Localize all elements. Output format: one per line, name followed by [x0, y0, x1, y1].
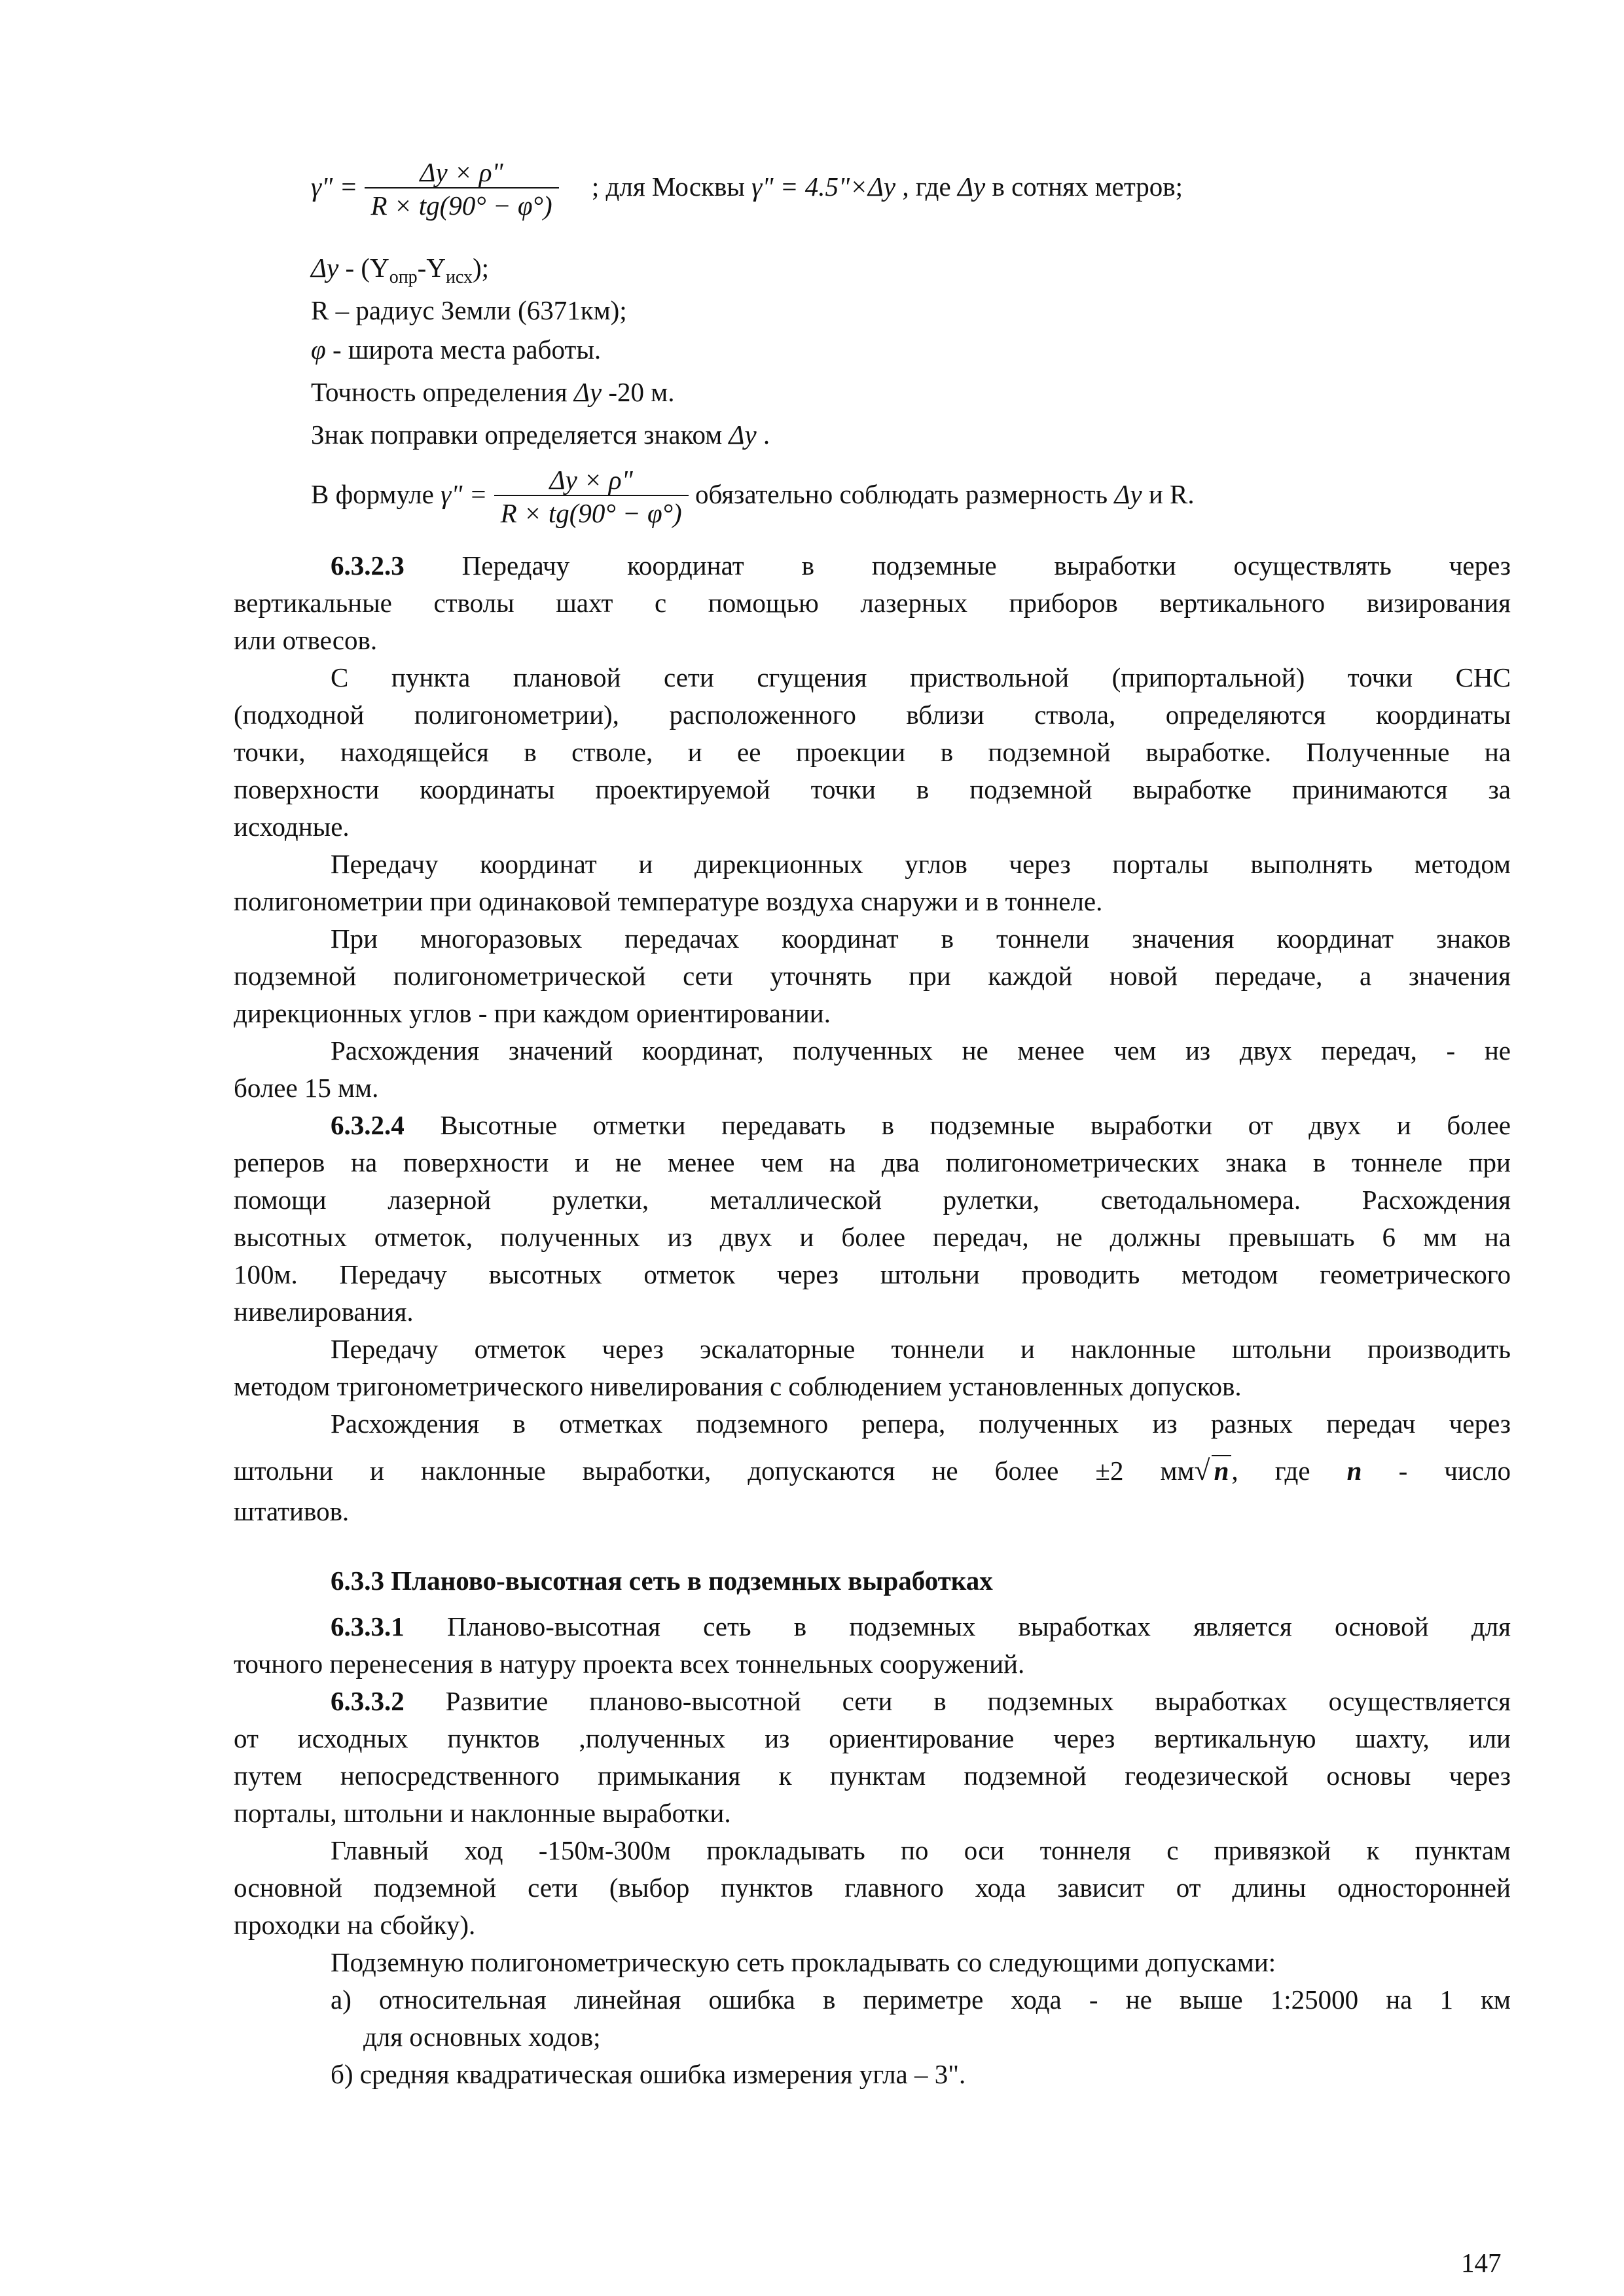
- section-6-3-2-4-line5: 100м. Передачу высотных отметок через штольни проводить методом геометрического: [234, 1259, 1511, 1289]
- moscow-label: ; для Москвы: [591, 171, 745, 202]
- def-text: Точность определения: [311, 377, 568, 407]
- delta-y-symbol: Δy: [573, 377, 602, 407]
- sqrt-symbol: √: [1194, 1454, 1210, 1486]
- section-6-3-3-2-line1: [331, 1682, 1511, 1720]
- formula-fraction: [494, 465, 689, 530]
- para-main-line2: основной подземной сети (выбор пунктов главного хода зависит от длины односторонней: [234, 1873, 1511, 1903]
- formula-fraction: [365, 157, 559, 223]
- para-cpunkt-line3: точки, находящейся в стволе, и ее проекции в подземной выработке. Полученные на: [234, 737, 1511, 767]
- list-item-a-line1: а) относительная линейная ошибка в периметре хода - не выше 1:25000 на 1 км: [331, 1984, 1511, 2015]
- def-text: - широта места работы.: [332, 334, 602, 365]
- section-6-3-3-2-line4: порталы, штольни и наклонные выработки.: [234, 1798, 731, 1828]
- section-6-3-2-4-line1: [331, 1106, 1511, 1144]
- para-cpunkt-line4: поверхности координаты проектируемой точки в подземной выработке принимаются за: [234, 774, 1511, 804]
- formula-prefix: В формуле: [311, 479, 434, 509]
- section-6-3-2-4-line6: нивелирования.: [234, 1297, 414, 1327]
- para-cpunkt-line5: исходные.: [234, 812, 350, 842]
- para-main-line1: Главный ход -150м-300м прокладывать по оси тоннеля с привязкой к пунктам: [331, 1835, 1511, 1865]
- def-sign: [311, 416, 770, 454]
- section-6-3-2-4-line2: реперов на поверхности и не менее чем на два полигонометрических знака в тоннеле при: [234, 1147, 1511, 1177]
- delta-y-symbol: Δy: [311, 253, 339, 283]
- formula-suffix: обязательно соблюдать размерность: [695, 479, 1108, 509]
- para-multi-line2: подземной полигонометрической сети уточнять при каждой новой передаче, а значения: [234, 961, 1511, 991]
- para-text: - число: [1398, 1456, 1511, 1486]
- def-text: - (Y: [345, 253, 389, 283]
- para-portal-line1: Передачу координат и дирекционных углов через порталы выполнять методом: [331, 849, 1511, 879]
- para-repers-line1: Расхождения в отметках подземного репера, полученных из разных передач через: [331, 1408, 1511, 1439]
- def-text: Знак поправки определяется знаком: [311, 420, 723, 450]
- formula-suffix: и R.: [1148, 479, 1195, 509]
- delta-y-symbol: Δy: [957, 171, 986, 202]
- section-number: 6.3.3.1: [331, 1611, 405, 1641]
- para-text: Развитие планово-высотной сети в подземных выработках осуществляется: [445, 1686, 1511, 1716]
- para-text: Планово-высотная сеть в подземных выработках является основой для: [446, 1611, 1511, 1641]
- section-6-3-3-1-line1: [331, 1607, 1511, 1645]
- formula-numerator: Δy × ρ": [420, 156, 503, 187]
- n-symbol: n: [1346, 1456, 1362, 1486]
- def-text: );: [472, 253, 490, 283]
- section-6-3-2-3-line1: [331, 547, 1511, 584]
- para-cpunkt-line2: (подходной полигонометрии), расположенного вблизи ствола, определяются координаты: [234, 700, 1511, 730]
- def-phi: [311, 331, 601, 368]
- para-escal-line2: методом тригонометрического нивелирования с соблюдением установленных допусков.: [234, 1371, 1242, 1401]
- list-item-b: б) средняя квадратическая ошибка измерения угла – 3".: [331, 2059, 966, 2089]
- def-text: .: [763, 420, 770, 450]
- subscript-isx: исх: [445, 267, 473, 288]
- n-symbol: n: [1212, 1455, 1232, 1485]
- section-number: 6.3.2.4: [331, 1110, 405, 1140]
- section-6-3-2-3-line2: вертикальные стволы шахт с помощью лазерных приборов вертикального визирования: [234, 588, 1511, 618]
- para-diverg-line2: более 15 мм.: [234, 1073, 379, 1103]
- formula-dimension-note: [311, 458, 1195, 530]
- para-multi-line1: При многоразовых передачах координат в тоннели значения координат знаков: [331, 924, 1511, 954]
- para-cpunkt-line1: С пункта плановой сети сгущения приствольной (припортальной) точки СНС: [331, 662, 1511, 692]
- def-accuracy: [311, 373, 674, 411]
- formula-lhs: γ" =: [311, 171, 358, 202]
- section-6-3-2-4-line3: помощи лазерной рулетки, металлической рулетки, светодальномера. Расхождения: [234, 1185, 1511, 1215]
- para-escal-line1: Передачу отметок через эскалаторные тоннели и наклонные штольни производить: [331, 1334, 1511, 1364]
- para-multi-line3: дирекционных углов - при каждом ориентировании.: [234, 998, 831, 1028]
- formula-tail: , где: [902, 171, 951, 202]
- para-text: Высотные отметки передавать в подземные выработки от двух и более: [440, 1110, 1511, 1140]
- formula-numerator: Δy × ρ": [549, 464, 633, 495]
- para-portal-line2: полигонометрии при одинаковой температуре воздуха снаружи и в тоннеле.: [234, 886, 1103, 916]
- section-number: 6.3.3.2: [331, 1686, 405, 1716]
- para-text: , где: [1231, 1456, 1310, 1486]
- para-tolerance-intro: Подземную полигонометрическую сеть прокладывать со следующими допусками:: [331, 1947, 1276, 1977]
- para-text: штольни и наклонные выработки, допускаются не более ±2 мм: [234, 1456, 1195, 1486]
- para-repers-line2: [234, 1452, 1511, 1490]
- section-6-3-2-3-line3: или отвесов.: [234, 625, 378, 655]
- moscow-equation: γ" = 4.5"×Δy: [751, 171, 896, 202]
- def-radius: R – радиус Земли (6371км);: [311, 295, 627, 325]
- section-6-3-2-4-line4: высотных отметок, полученных из двух и более передач, не должны превышать 6 мм на: [234, 1222, 1511, 1252]
- para-text: Передачу координат в подземные выработки осуществлять через: [461, 550, 1511, 581]
- def-delta-y: [311, 249, 489, 296]
- formula-denominator: R × tg(90° − φ°): [365, 187, 559, 223]
- para-main-line3: проходки на сбойку).: [234, 1910, 476, 1940]
- delta-y-symbol: Δy: [1114, 479, 1142, 509]
- def-text: -Y: [417, 253, 446, 283]
- formula-tail-units: в сотнях метров;: [992, 171, 1183, 202]
- subscript-opr: опр: [389, 267, 418, 288]
- list-item-a-line2: для основных ходов;: [363, 2022, 601, 2052]
- formula-gamma-moscow: [311, 151, 1183, 223]
- formula-denominator: R × tg(90° − φ°): [494, 495, 689, 530]
- def-text: -20 м.: [608, 377, 675, 407]
- section-6-3-3-1-line2: точного перенесения в натуру проекта всех тоннельных сооружений.: [234, 1649, 1025, 1679]
- formula-lhs: γ" =: [441, 479, 488, 509]
- page-number: 147: [1461, 2248, 1502, 2278]
- para-repers-line3: штативов.: [234, 1496, 350, 1526]
- para-diverg-line1: Расхождения значений координат, полученных не менее чем из двух передач, - не: [331, 1035, 1511, 1066]
- section-6-3-3-2-line2: от исходных пунктов ,полученных из ориентирование через вертикальную шахту, или: [234, 1723, 1511, 1753]
- heading-6-3-3: 6.3.3 Планово-высотная сеть в подземных выработках: [331, 1566, 993, 1596]
- section-number: 6.3.2.3: [331, 550, 405, 581]
- phi-symbol: φ: [311, 334, 326, 365]
- section-6-3-3-2-line3: путем непосредственного примыкания к пунктам подземной геодезической основы через: [234, 1761, 1511, 1791]
- delta-y-symbol: Δy: [729, 420, 757, 450]
